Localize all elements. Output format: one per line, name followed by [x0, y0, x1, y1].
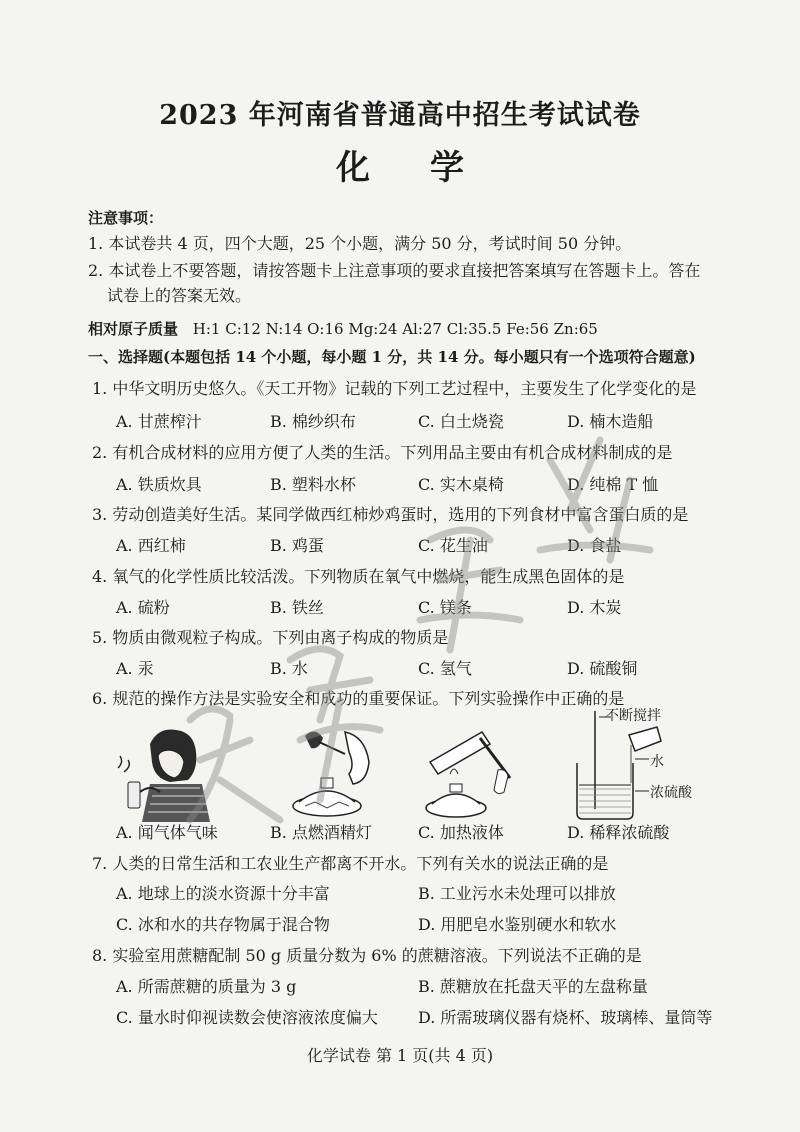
question-5-stem: 5. 物质由微观粒子构成。下列由离子构成的物质是: [92, 628, 449, 647]
figure-label-stirring: 不断搅拌: [605, 708, 661, 724]
page-footer: 化学试卷 第 1 页(共 4 页): [306, 1046, 494, 1065]
q2-option-c: C. 实木桌椅: [418, 475, 504, 494]
q8-option-a: A. 所需蔗糖的质量为 3 g: [116, 977, 297, 996]
question-7-stem: 7. 人类的日常生活和工农业生产都离不开水。下列有关水的说法正确的是: [92, 854, 609, 873]
q4-option-c: C. 镁条: [418, 598, 472, 617]
exam-title: 2023 年河南省普通高中招生考试试卷: [159, 100, 641, 131]
q6-option-a: A. 闻气体气味: [116, 823, 218, 842]
q1-option-b: B. 棉纱织布: [270, 412, 356, 431]
q4-option-a: A. 硫粉: [116, 598, 170, 617]
subject-title: 化学: [336, 148, 524, 188]
question-6-stem: 6. 规范的操作方法是实验安全和成功的重要保证。下列实验操作中正确的是: [92, 689, 625, 708]
question-8-stem: 8. 实验室用蔗糖配制 50 g 质量分数为 6% 的蔗糖溶液。下列说法不正确的是: [92, 946, 642, 965]
q7-option-a: A. 地球上的淡水资源十分丰富: [116, 884, 330, 903]
q4-option-d: D. 木炭: [567, 598, 622, 617]
q4-option-b: B. 铁丝: [270, 598, 324, 617]
question-2-stem: 2. 有机合成材料的应用方便了人类的生活。下列用品主要由有机合成材料制成的是: [92, 443, 673, 462]
q5-option-b: B. 水: [270, 659, 308, 678]
q6-option-b: B. 点燃酒精灯: [270, 823, 372, 842]
q8-option-b: B. 蔗糖放在托盘天平的左盘称量: [418, 977, 648, 996]
q1-option-d: D. 楠木造船: [567, 412, 654, 431]
figure-alcohol-lamp-lighting: [275, 722, 385, 822]
q5-option-a: A. 汞: [116, 659, 154, 678]
q7-option-b: B. 工业污水未处理可以排放: [418, 884, 616, 903]
q6-option-d: D. 稀释浓硫酸: [567, 823, 670, 842]
atomic-mass-label: 相对原子质量: [88, 320, 179, 338]
q6-option-c: C. 加热液体: [418, 823, 504, 842]
q7-option-c: C. 冰和水的共存物属于混合物: [116, 915, 330, 934]
figure-label-water: 水: [650, 754, 664, 770]
question-1-stem: 1. 中华文明历史悠久。《天工开物》记载的下列工艺过程中，主要发生了化学变化的是: [92, 379, 697, 398]
q8-option-c: C. 量水时仰视读数会使溶液浓度偏大: [116, 1008, 378, 1027]
notice-item-2-cont: 试卷上的答案无效。: [107, 286, 252, 305]
q3-option-d: D. 食盐: [567, 536, 622, 555]
question-4-stem: 4. 氧气的化学性质比较活泼。下列物质在氧气中燃烧，能生成黑色固体的是: [92, 567, 625, 586]
q5-option-d: D. 硫酸铜: [567, 659, 638, 678]
notice-item-2: 2. 本试卷上不要答题，请按答题卡上注意事项的要求直接把答案填写在答题卡上。答在: [88, 261, 701, 280]
atomic-mass-values: H:1 C:12 N:14 O:16 Mg:24 Al:27 Cl:35.5 Fe:56 Zn:65: [192, 320, 598, 338]
q7-option-d: D. 用肥皂水鉴别硬水和软水: [418, 915, 617, 934]
figure-label-sulfuric-acid: 浓硫酸: [650, 785, 692, 801]
q2-option-d: D. 纯棉 T 恤: [567, 475, 659, 494]
q5-option-c: C. 氢气: [418, 659, 472, 678]
figure-heating-liquid: [420, 718, 520, 822]
notice-heading: 注意事项：: [88, 209, 164, 227]
figure-smell-gas: [110, 722, 240, 822]
q2-option-b: B. 塑料水杯: [270, 475, 356, 494]
q1-option-c: C. 白土烧瓷: [418, 412, 504, 431]
q8-option-d: D. 所需玻璃仪器有烧杯、玻璃棒、量筒等: [418, 1008, 713, 1027]
section-heading: 一、选择题(本题包括 14 个小题，每小题 1 分，共 14 分。每小题只有一个选项符合题意): [88, 348, 696, 366]
notice-item-1: 1. 本试卷共 4 页，四个大题，25 个小题，满分 50 分，考试时间 50 分钟。: [88, 234, 632, 253]
q2-option-a: A. 铁质炊具: [116, 475, 202, 494]
q3-option-b: B. 鸡蛋: [270, 536, 324, 555]
q3-option-c: C. 花生油: [418, 536, 488, 555]
q1-option-a: A. 甘蔗榨汁: [116, 412, 202, 431]
question-3-stem: 3. 劳动创造美好生活。某同学做西红柿炒鸡蛋时，选用的下列食材中富含蛋白质的是: [92, 505, 689, 524]
atomic-mass-row: [88, 318, 598, 339]
q3-option-a: A. 西红柿: [116, 536, 186, 555]
